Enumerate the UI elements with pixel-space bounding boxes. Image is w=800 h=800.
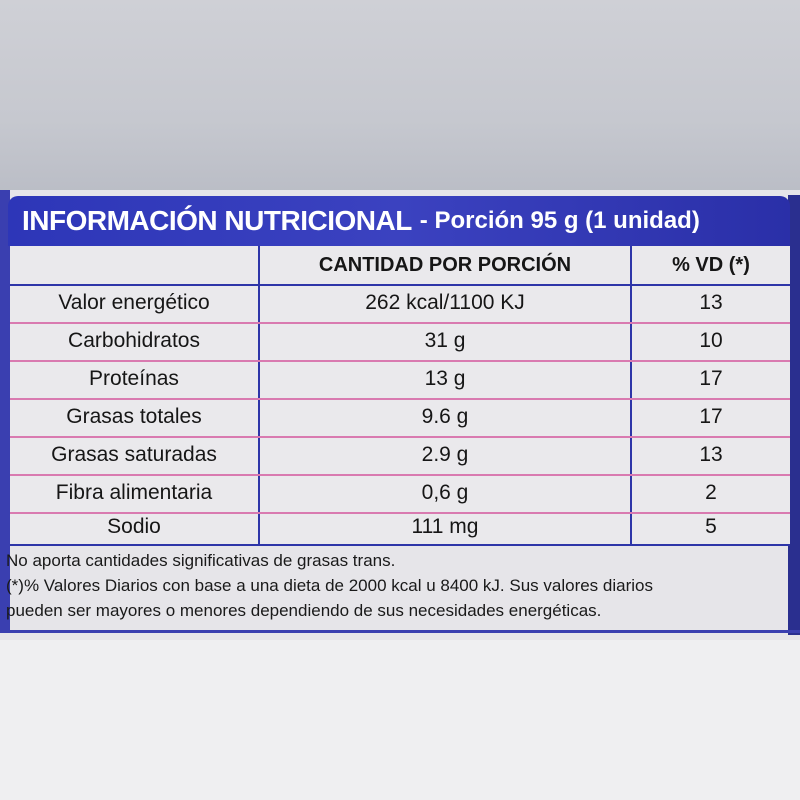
footnote-daily-values: (*)% Valores Diarios con base a una dieta de 2000 kcal u 8400 kJ. Sus valores diarios	[6, 576, 653, 595]
nutrient-label: Fibra alimentaria	[55, 481, 213, 504]
nutrient-label: Grasas saturadas	[51, 443, 217, 466]
nutrient-label: Grasas totales	[66, 405, 202, 428]
nutrient-amount: 13 g	[424, 367, 466, 390]
background-bottom	[0, 640, 800, 800]
column-header-vd: % VD (*)	[672, 253, 750, 276]
nutrient-label: Carbohidratos	[68, 329, 200, 352]
nutrient-vd: 13	[699, 443, 723, 466]
header-subtitle: - Porción 95 g (1 unidad)	[419, 207, 700, 234]
nutrient-vd: 2	[705, 481, 717, 504]
nutrient-amount: 9.6 g	[421, 405, 469, 428]
nutrient-vd: 13	[699, 291, 723, 314]
footnotes	[6, 548, 796, 623]
nutrient-label: Proteínas	[89, 367, 179, 390]
footnote-daily-values-cont: pueden ser mayores o menores dependiendo de sus necesidades energéticas.	[6, 601, 602, 620]
background-top	[0, 0, 800, 200]
nutrient-amount: 111 mg	[411, 515, 479, 538]
nutrient-amount: 0,6 g	[421, 481, 469, 504]
header-title: INFORMACIÓN NUTRICIONAL	[22, 205, 412, 236]
nutrient-vd: 10	[699, 329, 723, 352]
nutrition-header	[8, 196, 790, 246]
nutrient-amount: 262 kcal/1100 KJ	[365, 291, 525, 314]
footnote-trans-fat: No aporta cantidades significativas de grasas trans.	[6, 551, 396, 570]
nutrient-label: Sodio	[107, 515, 161, 538]
nutrition-table	[10, 246, 790, 546]
nutrient-vd: 17	[699, 367, 723, 390]
column-header-amount: CANTIDAD POR PORCIÓN	[318, 253, 572, 276]
bottom-border	[0, 630, 800, 633]
nutrient-vd: 17	[699, 405, 723, 428]
nutrient-amount: 2.9 g	[421, 443, 469, 466]
nutrient-amount: 31 g	[424, 329, 466, 352]
nutrient-label: Valor energético	[58, 291, 210, 314]
nutrient-vd: 5	[705, 515, 717, 538]
